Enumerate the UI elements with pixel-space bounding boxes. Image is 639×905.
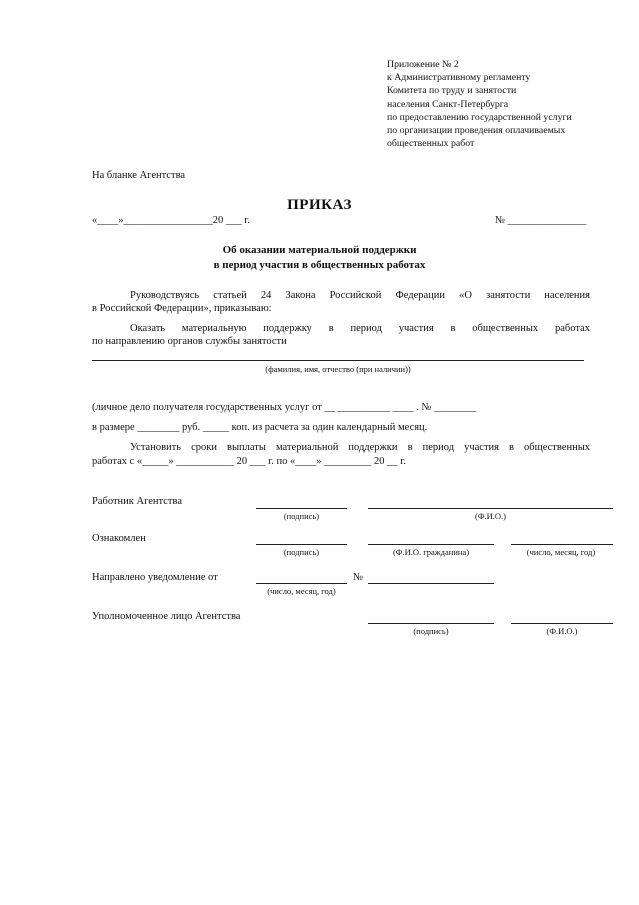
worker-label: Работник Агентства — [92, 496, 182, 507]
authorized-fio-line — [511, 623, 613, 624]
acquainted-label: Ознакомлен — [92, 533, 146, 544]
paragraph-3-line-1: Установить сроки выплаты материальной поддержки в период участия в общественных — [130, 442, 590, 453]
appendix-line: общественных работ — [387, 138, 475, 150]
notice-date-caption: (число, месяц, год) — [267, 586, 336, 596]
acquainted-signature-caption: (подпись) — [283, 547, 320, 557]
paragraph-2-line-2: по направлению органов службы занятости — [92, 336, 287, 347]
paragraph-1-line-1: Руководствуясь статьей 24 Закона Российской Федерации «О занятости населения — [130, 290, 590, 301]
worker-fio-line — [368, 508, 613, 509]
fio-caption: (фамилия, имя, отчество (при наличии)) — [265, 364, 411, 374]
appendix-line: населения Санкт-Петербурга — [387, 98, 509, 110]
paragraph-1-line-2: в Российской Федерации», приказываю: — [92, 303, 272, 314]
paragraph-3-line-2: работах с «_____» ___________ 20 ___ г. по «____» _________ 20 __ г. — [92, 456, 407, 467]
notice-number-sign: № — [353, 572, 364, 583]
acquainted-date-caption: (число, месяц, год) — [526, 547, 596, 557]
document-title: ПРИКАЗ — [287, 197, 352, 213]
paragraph-2-line-1: Оказать материальную поддержку в период участия в общественных работах — [130, 323, 590, 334]
appendix-line: Комитета по труду и занятости — [387, 85, 517, 97]
worker-signature-line — [256, 508, 347, 509]
acquainted-signature-line — [256, 544, 347, 545]
authorized-signature-caption: (подпись) — [413, 626, 449, 636]
authorized-fio-caption: (Ф.И.О.) — [546, 626, 578, 636]
subject-line-2: в период участия в общественных работах — [213, 259, 426, 271]
notice-label: Направлено уведомление от — [92, 572, 218, 583]
order-number-line: № _______________ — [495, 215, 587, 226]
case-file-line: (личное дело получателя государственных услуг от __ __________ ____ . № ________ — [92, 402, 477, 413]
worker-signature-caption: (подпись) — [283, 511, 320, 521]
acquainted-fio-line — [368, 544, 494, 545]
worker-fio-caption: (Ф.И.О.) — [474, 511, 507, 521]
date-line: «____»_________________20 ___ г. — [92, 215, 250, 226]
authorized-signature-line — [368, 623, 494, 624]
appendix-line: по организации проведения оплачиваемых — [387, 125, 566, 137]
fio-fill-line — [92, 360, 584, 361]
notice-date-line — [256, 583, 347, 584]
acquainted-fio-caption: (Ф.И.О. гражданина) — [392, 547, 470, 557]
acquainted-date-line — [511, 544, 613, 545]
appendix-line: к Административному регламенту — [387, 72, 531, 84]
order-subject — [0, 243, 639, 273]
letterhead-note: На бланке Агентства — [92, 170, 186, 181]
appendix-block — [387, 58, 572, 150]
amount-line: в размере ________ руб. _____ коп. из расчета за один календарный месяц. — [92, 422, 428, 433]
subject-line-1: Об оказании материальной поддержки — [222, 244, 417, 256]
appendix-line: Приложение № 2 — [387, 59, 459, 70]
authorized-label: Уполномоченное лицо Агентства — [92, 611, 241, 622]
notice-number-line — [368, 583, 494, 584]
appendix-line: по предоставлению государственной услуги — [387, 111, 572, 123]
